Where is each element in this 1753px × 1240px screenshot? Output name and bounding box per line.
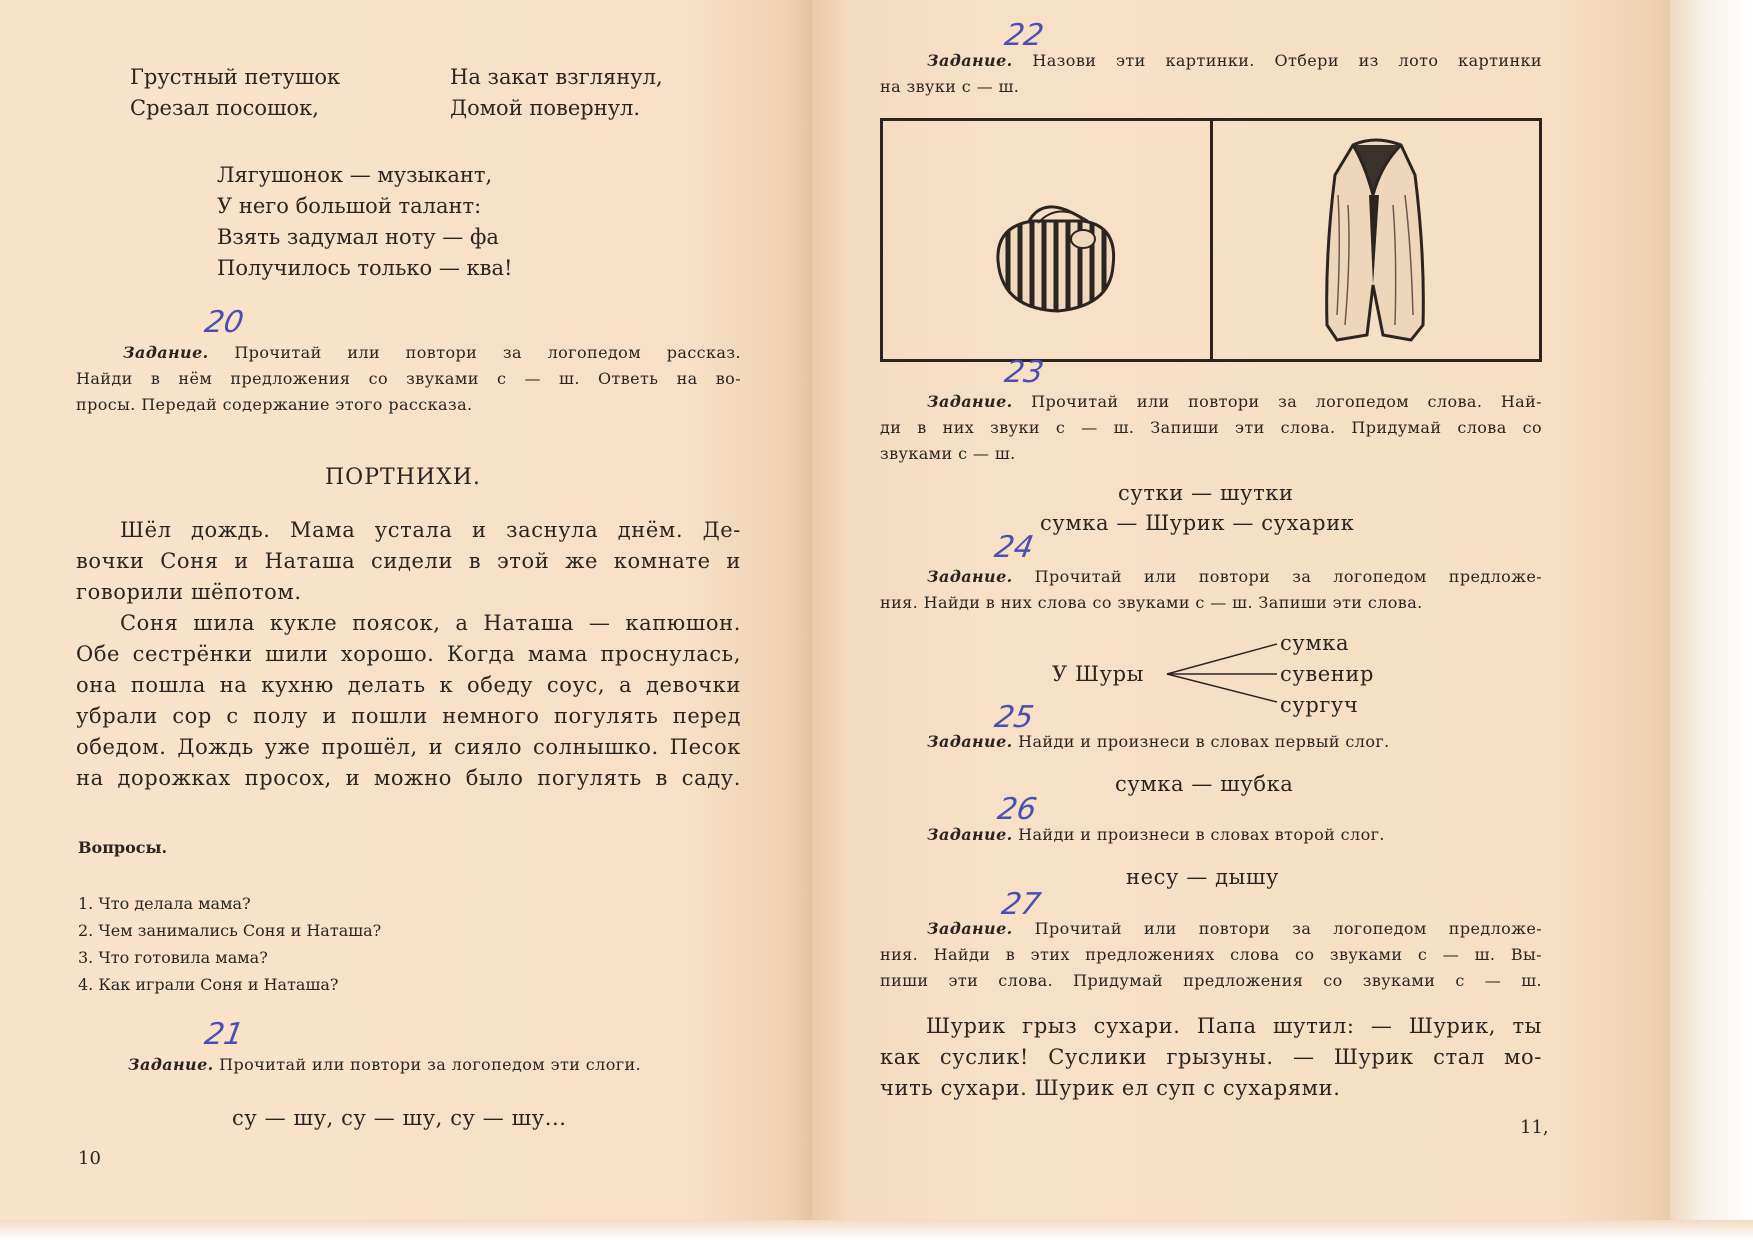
story-line: чить сухари. Шурик ел суп с сухарями. bbox=[880, 1076, 1341, 1100]
poem-line: Срезал посошок, bbox=[130, 96, 319, 120]
word-pair: сутки — шутки bbox=[1118, 481, 1294, 505]
task-line: пиши эти слова. Придумай предложения со звуками с — ш. bbox=[880, 971, 1542, 990]
task-label: Задание. bbox=[123, 343, 209, 362]
task20-instruction bbox=[76, 340, 741, 418]
poem-line: Взять задумал ноту — фа bbox=[217, 225, 499, 249]
picture-frame bbox=[880, 118, 1542, 362]
task-label: Задание. bbox=[927, 567, 1013, 586]
task-label: Задание. bbox=[927, 732, 1013, 751]
story-line: как суслик! Суслики грызуны. — Шурик стал мо- bbox=[880, 1045, 1542, 1069]
question-item: 4. Как играли Соня и Наташа? bbox=[78, 975, 339, 994]
poem1-col2 bbox=[450, 62, 663, 124]
story-line: вочки Соня и Наташа сидели в этой же комнате и bbox=[76, 549, 741, 573]
task-line: просы. Передай содержание этого рассказа. bbox=[76, 395, 473, 414]
story-line: убрали сор с полу и пошли немного погулять перед bbox=[76, 704, 741, 728]
task23-instruction bbox=[880, 389, 1542, 467]
task-line: звуками с — ш. bbox=[880, 444, 1016, 463]
branch-word: сувенир bbox=[1280, 662, 1375, 686]
questions-list bbox=[78, 890, 381, 998]
task27-instruction bbox=[880, 916, 1542, 994]
task-line: на звуки с — ш. bbox=[880, 77, 1020, 96]
task-number-handwritten: 20 bbox=[201, 305, 247, 340]
task-line: Найди в нём предложения со звуками с — ш. Ответь на во- bbox=[76, 369, 741, 388]
task-label: Задание. bbox=[128, 1055, 214, 1074]
task-line: Задание. Прочитай или повтори за логопедом предложе- bbox=[927, 919, 1542, 938]
poem-line: Домой повернул. bbox=[450, 96, 641, 120]
poem-line: На закат взглянул, bbox=[450, 65, 663, 89]
word-pair: несу — дышу bbox=[1126, 865, 1280, 889]
story-line: Обе сестрёнки шили хорошо. Когда мама проснулась, bbox=[76, 642, 741, 666]
task26-instruction: Задание. Найди и произнеси в словах второй слог. bbox=[927, 825, 1385, 844]
task22-instruction bbox=[880, 48, 1542, 100]
task-line: ния. Найди в этих предложениях слова со звуками с — ш. Вы- bbox=[880, 945, 1542, 964]
picture-divider bbox=[1210, 121, 1213, 359]
story-line: Шёл дождь. Мама устала и заснула днём. Де- bbox=[120, 518, 741, 542]
story-line: Шурик грыз сухари. Папа шутил: — Шурик, ты bbox=[926, 1014, 1542, 1038]
questions-heading: Вопросы. bbox=[78, 838, 168, 857]
coat-illustration bbox=[1323, 135, 1428, 350]
task27-story bbox=[880, 1011, 1542, 1104]
syllables: су — шу, су — шу, су — шу... bbox=[232, 1106, 567, 1130]
task-number-handwritten: 25 bbox=[991, 700, 1037, 735]
task-line: ди в них звуки с — ш. Запиши эти слова. Придумай слова со bbox=[880, 418, 1542, 437]
story-line: она пошла на кухню делать к обеду соус, а девочки bbox=[76, 673, 741, 697]
poem-line: Получилось только — ква! bbox=[217, 256, 513, 280]
task-number-handwritten: 24 bbox=[991, 530, 1037, 565]
poem2 bbox=[217, 160, 512, 284]
poem-line: У него большой талант: bbox=[217, 194, 482, 218]
task25-instruction: Задание. Найди и произнеси в словах первый слог. bbox=[927, 732, 1390, 751]
branch-word: сургуч bbox=[1280, 693, 1359, 717]
story-line: говорили шёпотом. bbox=[76, 580, 302, 604]
story-title: ПОРТНИХИ. bbox=[325, 465, 481, 490]
task-line: Задание. Назови эти картинки. Отбери из лото картинки bbox=[927, 51, 1542, 70]
bag-illustration bbox=[988, 201, 1123, 321]
page-number-left: 10 bbox=[78, 1148, 101, 1169]
branch-lines bbox=[1165, 640, 1280, 705]
word-pair: сумка — шубка bbox=[1115, 772, 1294, 796]
task21-instruction: Задание. Прочитай или повтори за логопедом эти слоги. bbox=[128, 1055, 642, 1074]
task-line: ния. Найди в них слова со звуками с — ш. Запиши эти слова. bbox=[880, 593, 1423, 612]
task-label: Задание. bbox=[927, 825, 1013, 844]
task-line: Задание. Прочитай или повтори за логопедом слова. Най- bbox=[927, 392, 1542, 411]
task-number-handwritten: 22 bbox=[1001, 18, 1047, 53]
task24-instruction bbox=[880, 564, 1542, 616]
task-number-handwritten: 23 bbox=[1001, 355, 1047, 390]
bottom-edge bbox=[0, 1220, 1753, 1240]
story-line: обедом. Дождь уже прошёл, и сияло солнышко. Песок bbox=[76, 735, 741, 759]
poem-line: Лягушонок — музыкант, bbox=[217, 163, 493, 187]
task-label: Задание. bbox=[927, 51, 1013, 70]
task-label: Задание. bbox=[927, 919, 1013, 938]
task-line: Задание. Прочитай или повтори за логопедом предложе- bbox=[927, 567, 1542, 586]
task-number-handwritten: 27 bbox=[998, 887, 1044, 922]
story-text bbox=[76, 515, 741, 794]
task-label: Задание. bbox=[927, 392, 1013, 411]
question-item: 1. Что делала мама? bbox=[78, 894, 251, 913]
page-number-right: 11, bbox=[1520, 1117, 1549, 1138]
story-line: на дорожках просох, и можно было погулять в саду. bbox=[76, 766, 741, 790]
poem-line: Грустный петушок bbox=[130, 65, 341, 89]
poem1-col1 bbox=[130, 62, 340, 124]
word-chain: сумка — Шурик — сухарик bbox=[1040, 511, 1355, 535]
story-line: Соня шила кукле поясок, а Наташа — капюшон. bbox=[120, 611, 741, 635]
task-number-handwritten: 21 bbox=[201, 1017, 247, 1052]
branch-stem: У Шуры bbox=[1052, 662, 1144, 686]
branch-word: сумка bbox=[1280, 631, 1350, 655]
task-number-handwritten: 26 bbox=[994, 792, 1040, 827]
question-item: 3. Что готовила мама? bbox=[78, 948, 268, 967]
task-line: Задание. Прочитай или повтори за логопедом рассказ. bbox=[123, 343, 741, 362]
question-item: 2. Чем занимались Соня и Наташа? bbox=[78, 921, 382, 940]
page-edge bbox=[1670, 0, 1753, 1240]
